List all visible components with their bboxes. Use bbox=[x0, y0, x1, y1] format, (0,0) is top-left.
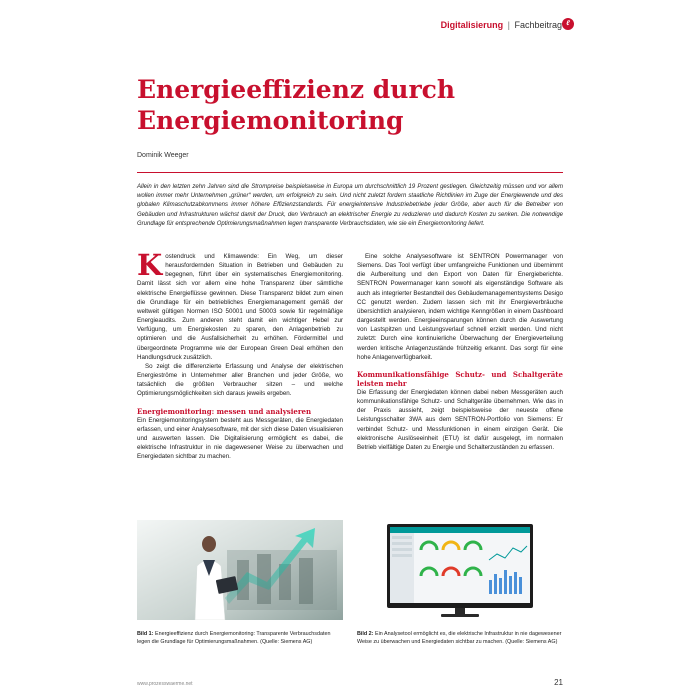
section-heading: Energiemonitoring: messen und analysieren bbox=[137, 406, 312, 416]
dropcap: K bbox=[137, 248, 163, 282]
header-separator: | bbox=[507, 20, 510, 30]
figure-1-caption bbox=[137, 631, 343, 647]
right-column bbox=[357, 252, 563, 452]
caption-text: Energieeffizienz durch Energiemonitoring: Transparente Verbrauchsdaten legen die Grundlage für Optimierungsmaßnahmen. (Quelle: Siemens AG) bbox=[137, 631, 331, 645]
article-title bbox=[137, 74, 577, 136]
logo-circle-icon: ℓ bbox=[562, 18, 574, 30]
section-heading: Kommunikationsfähige Schutz- und Schaltgeräte leisten mehr bbox=[357, 369, 563, 388]
footer-url: www.prozesswaerme.net bbox=[137, 681, 193, 687]
caption-label: Bild 1: bbox=[137, 631, 154, 637]
body-paragraph: Die Erfassung der Energiedaten können dabei neben Messgeräten auch kommunikationsfähige Schutz- und Schaltgeräte übernehmen. Wie das in der Praxis aussieht, zeigt beispielsweise der neueste offene Leistungsschalter 3WA aus dem SENTRON-Portfolio von Siemens: Er verbindet Schutz- und Messfunktionen in einem einzigen Gerät. Die elektronische Auslöseeinheit (ETU) ist dafür ausgelegt, im normalen Betrieb vielfältige Daten zu Energie und Schalterzuständen zu erfassen. bbox=[357, 388, 563, 451]
body-paragraph: So zeigt die differenzierte Erfassung und Analyse der elektrischen Energieströme in Unternehmer aller Branchen und jeder Größe, wo tatsächlich die größten Verbraucher sitzen – und welche Optimierungsmöglichkeiten sich daraus jeweils ergeben. bbox=[137, 362, 343, 398]
figure-1-photo bbox=[137, 520, 343, 620]
caption-label: Bild 2: bbox=[357, 631, 374, 637]
left-column bbox=[137, 248, 343, 461]
intro-paragraph bbox=[137, 248, 343, 362]
body-paragraph: Eine solche Analysesoftware ist SENTRON Powermanager von Siemens. Das Tool verfügt über umfangreiche Funktionen und übernimmt die Aufbereitung und den Export von Daten für Energieberichte. SENTRON Powermanager kann sowohl als eigenständige Software als auch als integrierter Bestandteil des Gebäudemanagementsystems Desigo CC genutzt werden. Zudem lassen sich mit ihr Energieverbräuche übersichtlich analysieren, indem wichtige Kenngrößen in einem Dashboard dargestellt werden. Energieeinsparungen können durch die Auswertung von Lastspitzen und Leistungsverlauf schnell erzielt werden. Und nicht zuletzt: Durch eine kontinuierliche Überwachung der Energieverteilung werden kritische Anlagenzustände frühzeitig erkannt. Das sorgt für eine hohe Anlagenverfügbarkeit. bbox=[357, 253, 563, 361]
title-line-1: Energieeffizienz durch bbox=[137, 75, 456, 104]
figure-2-caption bbox=[357, 631, 563, 647]
title-line-2: Energiemonitoring bbox=[137, 106, 404, 135]
header-type: Fachbeitrag bbox=[514, 20, 562, 30]
page-header bbox=[441, 20, 562, 30]
intro-text: ostendruck und Klimawende: Ein Weg, um dieser herausfordernden Situation in Betrieben und Gebäuden zu begegnen, führt über ein systematisches Energiemonitoring. Damit lässt sich vor allem eine hohe Transparenz über sämtliche elektrische Energieflüsse gewinnen. Diese Transparenz bildet zum einen die Grundlage für ein betriebliches Energiemanagement gemäß der weltweit gültigen Normen ISO 50001 und 50003 sowie für regelmäßige Energieaudits. Zum anderen steht damit ein wichtiger Hebel zur Verfügung, um Energiekosten zu sparen, den Anlagenbetrieb zu optimieren und die Ausfallsicherheit zu erhöhen. Fördermittel und übergeordnete Programme wie der European Green Deal erhöhen den Handlungsdruck zusätzlich. bbox=[137, 253, 343, 361]
figure-1-illustration bbox=[137, 520, 343, 620]
caption-text: Ein Analysetool ermöglicht es, die elektrische Infrastruktur in nie dagewesener Weise zu überwachen und Energiedaten sichtbar zu machen. (Quelle: Siemens AG) bbox=[357, 631, 562, 645]
body-paragraph: Ein Energiemonitoringsystem besteht aus Messgeräten, die Energiedaten erfassen, und einer Analysesoftware, mit der sich diese Daten visualisieren und auswerten lassen. Die Digitalisierung ermöglicht es dabei, die elektrische Infrastruktur in nie dagewesener Weise zu überwachen und Energiedaten sichtbar zu machen. bbox=[137, 416, 343, 461]
figure-2-monitor bbox=[357, 520, 563, 620]
figure-2-illustration bbox=[357, 520, 563, 620]
author-name: Dominik Weeger bbox=[137, 152, 189, 159]
header-category: Digitalisierung bbox=[440, 20, 504, 30]
title-divider bbox=[137, 172, 563, 173]
page-number: 21 bbox=[554, 678, 563, 687]
lead-paragraph: Allein in den letzten zehn Jahren sind die Strompreise beispielsweise in Europa um durchschnittlich 19 Prozent gestiegen. Gleichzeitig müssen und vor allem wollen immer mehr Unternehmen „grüner“ werden, um erfolgreich zu sein. Und nicht zuletzt fordern staatliche Richtlinien im Zuge der Energiewende und des globalen Klimaschutzabkommens immer höhere Effizienzstandards. Für energieintensive Industriebetriebe jeder Größe, aber auch für die Betreiber von Gebäuden und Infrastrukturen wächst damit der Druck, den Verbrauch an elektrischer Energie zu reduzieren und dadurch Kosten zu senken. Die notwendige Grundlage für entsprechende Optimierungsmaßnahmen legen transparente Verbrauchsdaten, wie sie ein Energiemonitoring liefert. bbox=[137, 184, 563, 227]
